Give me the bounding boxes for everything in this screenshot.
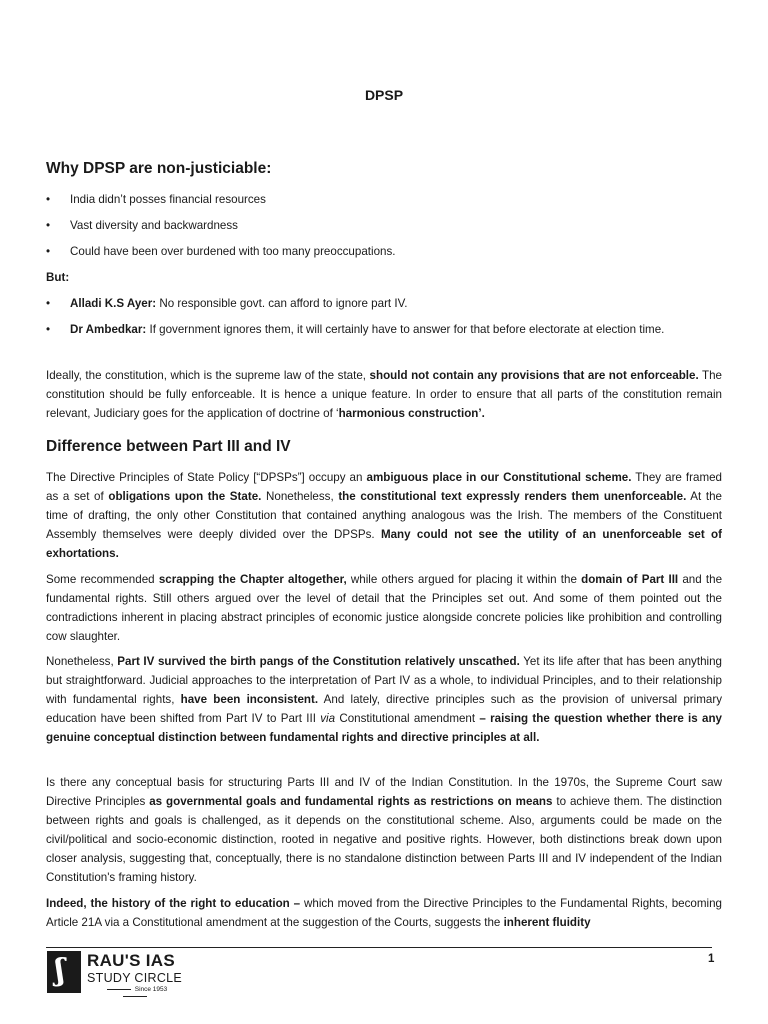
logo-since: Since 1953 bbox=[87, 986, 183, 1000]
logo-emblem-icon: ʃ bbox=[47, 951, 81, 993]
raus-ias-logo bbox=[47, 951, 187, 995]
list-item: • Alladi K.S Ayer: No responsible govt. can afford to ignore part IV. bbox=[46, 294, 722, 313]
document-title: DPSP bbox=[364, 87, 404, 103]
reasons-list bbox=[46, 190, 722, 268]
logo-subtitle: STUDY CIRCLE bbox=[87, 971, 183, 985]
logo-name: RAU'S IAS bbox=[87, 951, 175, 970]
list-item: • India didn’t posses financial resources bbox=[46, 190, 722, 209]
list-item: • Could have been over burdened with too many preoccupations. bbox=[46, 242, 722, 261]
paragraph-4: Is there any conceptual basis for structuring Parts III and IV of the Indian Constitution. In the 1970s, the Supreme Court saw Directive Principles as governmental goals and fundamental rights as restrictions on means to achieve them. The distinction between rights and goals is challenged, as it depends on the constitutional scheme. Also, arguments could be made on the civil/political and socio-economic distinction, rooted in negative and positive rights. However, both distinctions break down upon closer analysis, suggesting that, conceptually, there is no standalone distinction between Parts III and IV independent of the Indian Constitution's framing history. bbox=[46, 776, 722, 884]
list-item: • Dr Ambedkar: If government ignores them, it will certainly have to answer for that before electorate at election time. bbox=[46, 320, 722, 339]
but-label: But: bbox=[46, 271, 70, 284]
paragraph-3: Nonetheless, Part IV survived the birth pangs of the Constitution relatively unscathed. Yet its life after that has been anything but straightforward. Judicial approaches to the interpretation of Part IV as a whole, to individual Principles, and to their relationship with fundamental rights, have been inconsistent. And lately, directive principles such as the provision of universal primary education have been shifted from Part IV to Part III via Constitutional amendment – raising the question whether there is any genuine conceptual distinction between fundamental rights and directive principles at all. bbox=[46, 655, 722, 744]
footer-divider bbox=[46, 947, 712, 948]
section-heading-why: Why DPSP are non-justiciable: bbox=[46, 160, 272, 177]
paragraph-1: The Directive Principles of State Policy [“DPSPs”] occupy an ambiguous place in our Constitutional scheme. They are framed as a set of obligations upon the State. Nonetheless, the constitutional text expressly renders them unenforceable. At the time of drafting, the only other Constitution that contained anything analogous was the Irish. The members of the Constituent Assembly themselves were deeply divided over the DPSPs. Many could not see the utility of an unenforceable set of exhortations. bbox=[46, 471, 723, 560]
list-item: • Vast diversity and backwardness bbox=[46, 216, 722, 235]
page-number: 1 bbox=[708, 953, 715, 965]
paragraph-2: Some recommended scrapping the Chapter altogether, while others argued for placing it within the domain of Part III and the fundamental rights. Still others argued over the level of detail that the Principles set out. And some of them pointed out the contradictions inherent in placing abstract principles of economic justice alongside concrete policies like prohibition and controlling cow slaughter. bbox=[46, 573, 723, 643]
views-list bbox=[46, 294, 722, 346]
section-heading-difference: Difference between Part III and IV bbox=[46, 438, 291, 455]
paragraph-ideal: Ideally, the constitution, which is the supreme law of the state, should not contain any provisions that are not enforceable. The constitution should be fully enforceable. It is hence a unique feature. In order to ensure that all parts of the constitution remain relevant, Judiciary goes for the application of doctrine of ‘harmonious construction’. bbox=[46, 369, 722, 420]
paragraph-5: Indeed, the history of the right to education – which moved from the Directive Principles to the Fundamental Rights, becoming Article 21A via a Constitutional amendment at the suggestion of the Courts, suggests the inherent fluidity bbox=[46, 897, 723, 929]
